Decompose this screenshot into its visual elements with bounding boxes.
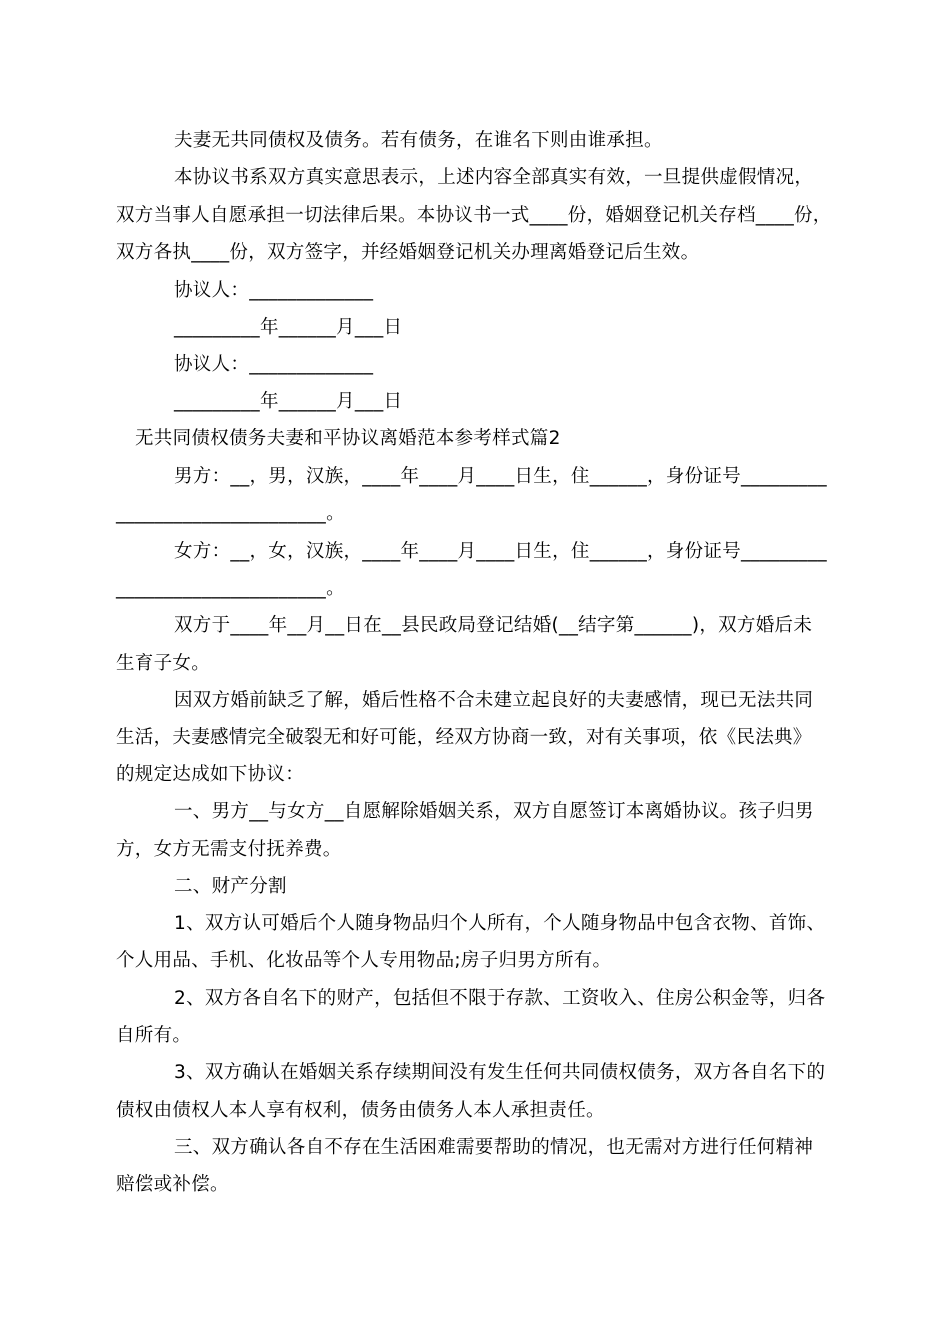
paragraph-line: 双方于____年__月__日在__县民政局登记结婚(__结字第______)，双方婚后未 (174, 615, 813, 636)
paragraph-line: 个人用品、手机、化妆品等个人专用物品;房子归男方所有。 (116, 950, 612, 971)
paragraph-line: 女方：__，女，汉族，____年____月____日生，住______，身份证号_________ (174, 541, 827, 562)
section-title: 无共同债权债务夫妻和平协议离婚范本参考样式篇2 (135, 428, 561, 449)
paragraph-line: 男方：__，男，汉族，____年____月____日生，住______，身份证号_________ (174, 466, 827, 487)
signature-line: 协议人：_____________ (174, 354, 374, 375)
paragraph-line: 三、双方确认各自不存在生活困难需要帮助的情况，也无需对方进行任何精神 (174, 1137, 814, 1158)
paragraph-line: 的规定达成如下协议： (116, 764, 305, 785)
date-line: _________年______月___日 (174, 391, 403, 412)
paragraph-line: 因双方婚前缺乏了解，婚后性格不合未建立起良好的夫妻感情，现已无法共同 (174, 690, 814, 711)
paragraph-line: 生活，夫妻感情完全破裂无和好可能，经双方协商一致，对有关事项，依《民法典》 (116, 727, 812, 748)
paragraph-line: 一、男方__与女方__自愿解除婚姻关系，双方自愿签订本离婚协议。孩子归男 (174, 801, 814, 822)
paragraph-line: 生育子女。 (116, 653, 211, 674)
paragraph-line: 双方各执____份，双方签字，并经婚姻登记机关办理离婚登记后生效。 (116, 242, 700, 263)
paragraph-line: 债权由债权人本人享有权利，债务由债务人本人承担责任。 (116, 1100, 605, 1121)
paragraph-line: 3、双方确认在婚姻关系存续期间没有发生任何共同债权债务，双方各自名下的 (174, 1062, 826, 1083)
paragraph-line: 赔偿或补偿。 (116, 1174, 229, 1195)
paragraph-line: 2、双方各自名下的财产，包括但不限于存款、工资收入、住房公积金等，归各 (174, 988, 826, 1009)
paragraph-line: 方，女方无需支付抚养费。 (116, 839, 342, 860)
signature-line: 协议人：_____________ (174, 280, 374, 301)
paragraph-line: 本协议书系双方真实意思表示，上述内容全部真实有效，一旦提供虚假情况， (174, 167, 814, 188)
paragraph-line: 双方当事人自愿承担一切法律后果。本协议书一式____份，婚姻登记机关存档____份， (116, 205, 832, 226)
date-line: _________年______月___日 (174, 317, 403, 338)
paragraph-line: 夫妻无共同债权及债务。若有债务，在谁名下则由谁承担。 (174, 130, 663, 151)
paragraph-line: 自所有。 (116, 1025, 192, 1046)
subsection-title: 二、财产分割 (174, 876, 287, 897)
paragraph-line: ______________________。 (116, 578, 345, 599)
paragraph-line: 1、双方认可婚后个人随身物品归个人所有，个人随身物品中包含衣物、首饰、 (174, 913, 826, 934)
paragraph-line: ______________________。 (116, 503, 345, 524)
